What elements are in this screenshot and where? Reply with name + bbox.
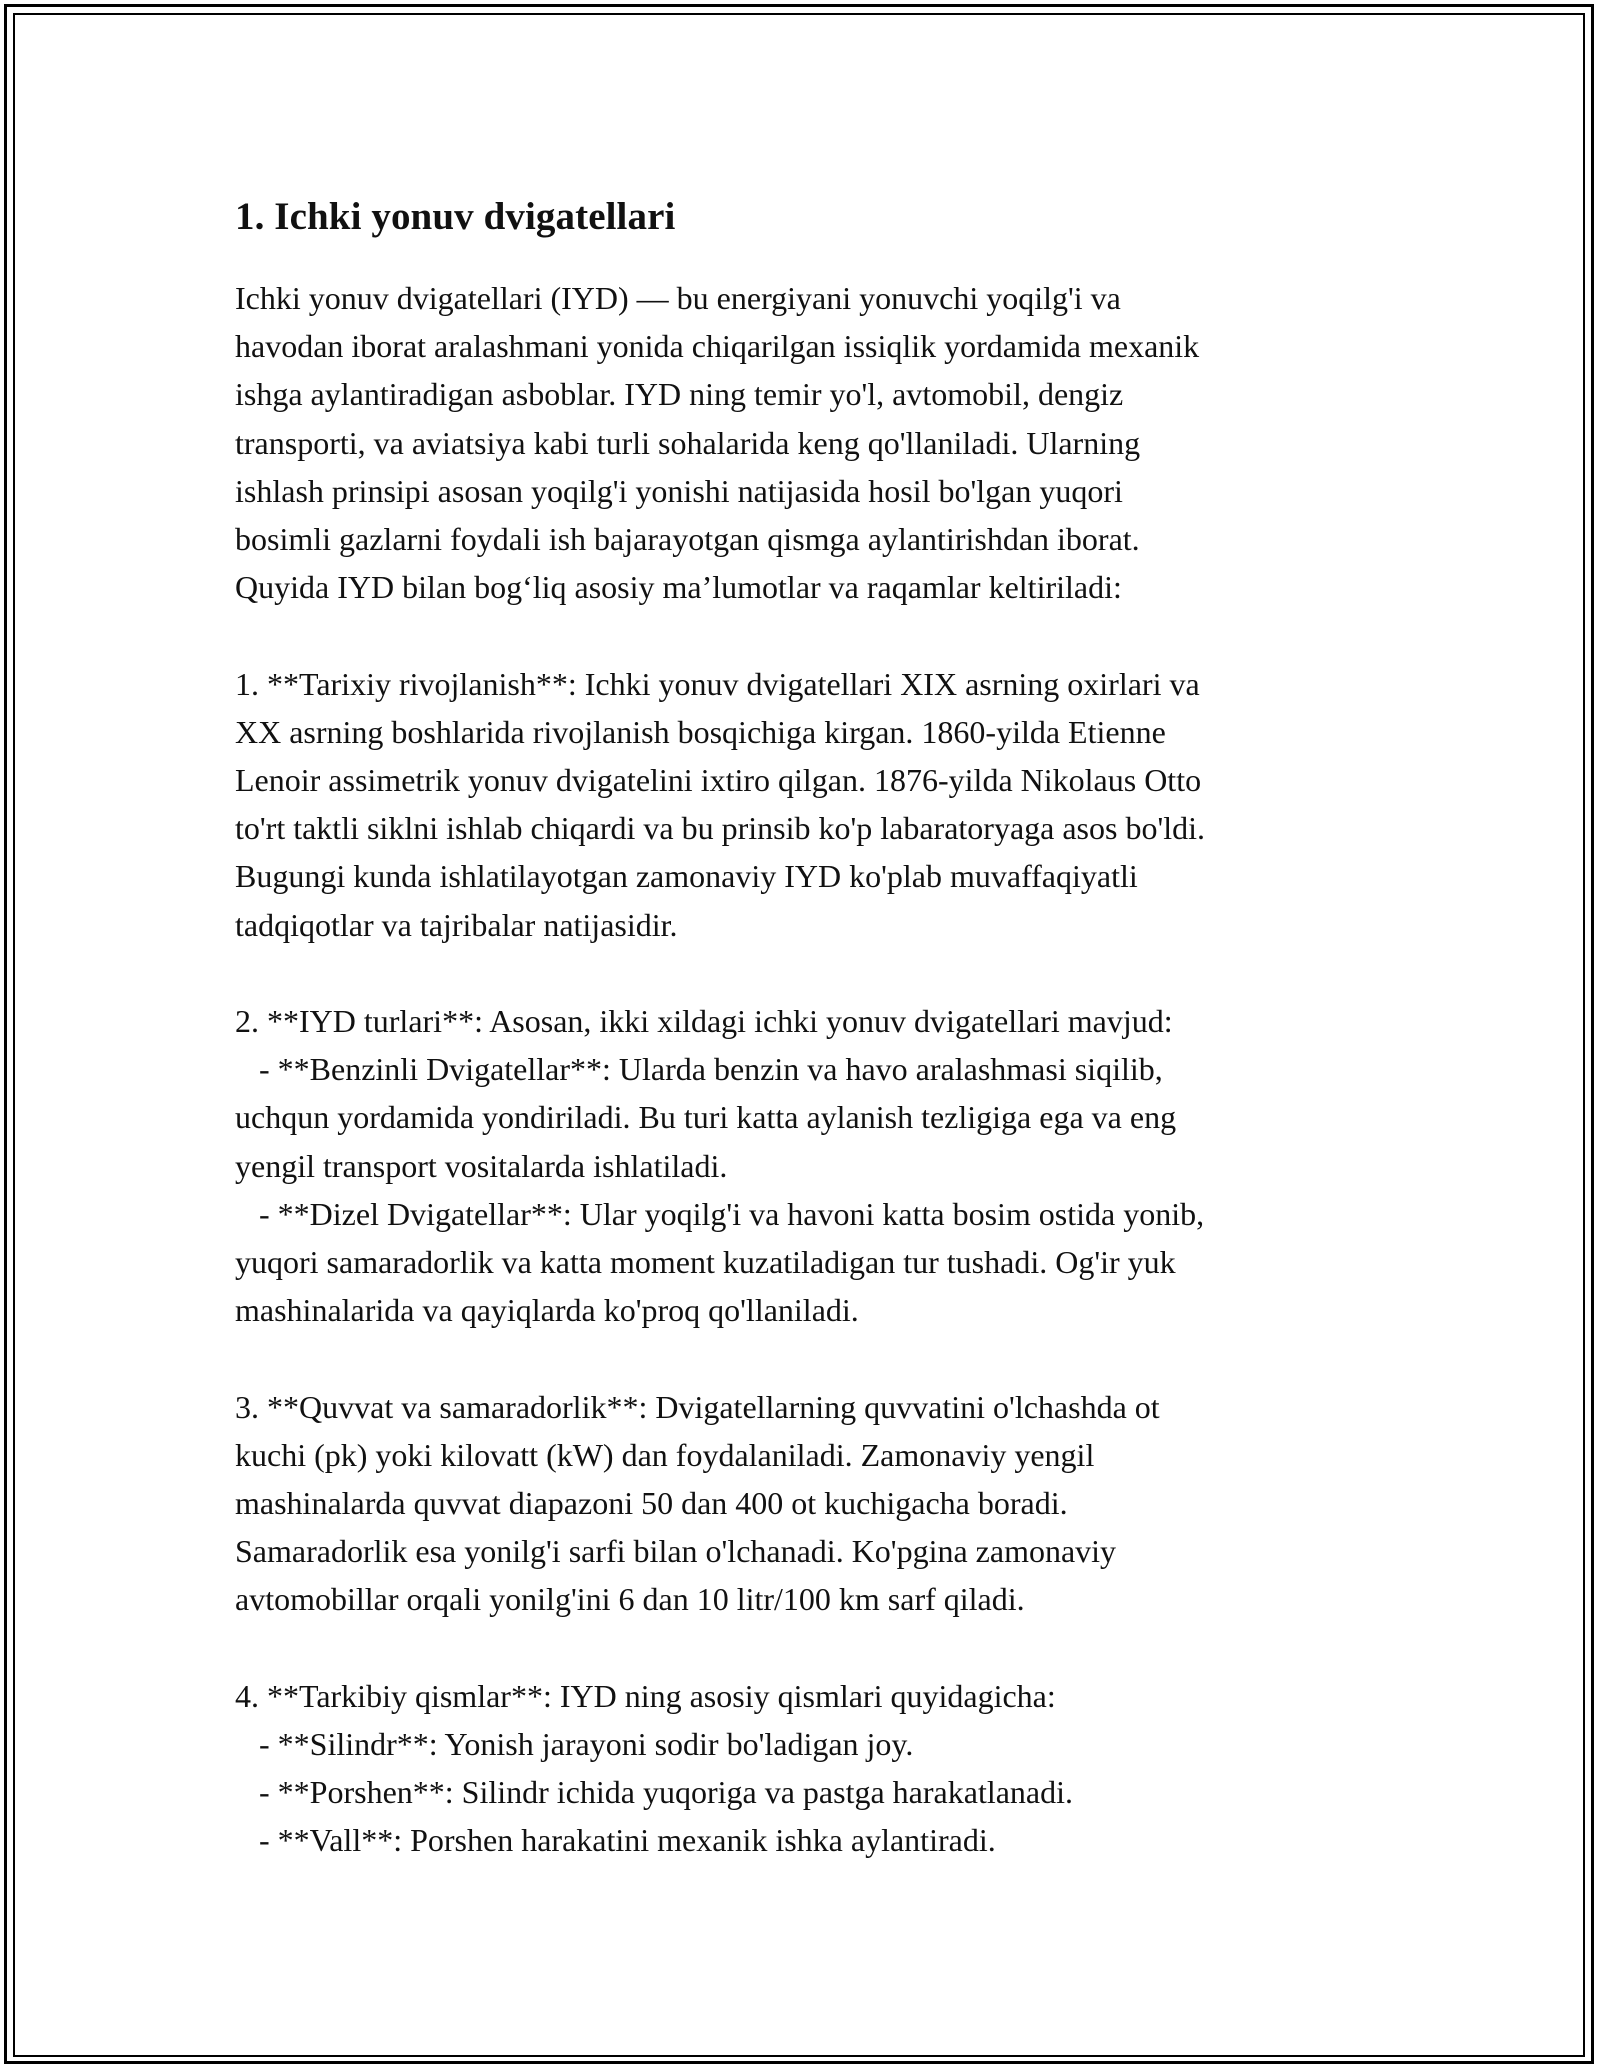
engine-types-section: 2. **IYD turlari**: Asosan, ikki xildagi ichki yonuv dvigatellari mavjud: - **Benzinli Dvigatellar**: Ularda benzin va havo aralashmasi siqilib, uchqun yordamida yondiriladi. Bu turi katta aylanish tezligiga ega va eng yengil transport vositalarda ishlatiladi. - **Dizel Dvigatellar**: Ular yoqilg'i va havoni katta bosim ostida yonib, yuqori samaradorlik va katta moment kuzatiladigan tur tushadi. Og'ir yuk mashinalarida va qayiqlarda ko'proq qo'llaniladi. [235, 1003, 1205, 1329]
power-efficiency-section: 3. **Quvvat va samaradorlik**: Dvigatellarning quvvatini o'lchashda ot kuchi (pk) yoki kilovatt (kW) dan foydalaniladi. Zamonaviy yengil mashinalarda quvvat diapazoni 50 dan 400 ot kuchigacha boradi. Samaradorlik esa yonilg'i sarfi bilan o'lchanadi. Ko'pgina zamonaviy avtomobillar orqali yonilg'ini 6 dan 10 litr/100 km sarf qiladi. [235, 1388, 1160, 1618]
history-section: 1. **Tarixiy rivojlanish**: Ichki yonuv dvigatellari XIX asrning oxirlari va XX asrning boshlarida rivojlanish bosqichiga kirgan. 1860-yilda Etienne Lenoir assimetrik yonuv dvigatelini ixtiro qilgan. 1876-yilda Nikolaus Otto to'rt taktli siklni ishlab chiqardi va bu prinsib ko'p labaratoryaga asos bo'ldi. Bugungi kunda ishlatilayotgan zamonaviy IYD ko'plab muvaffaqiyatli tadqiqotlar va tajribalar natijasidir. [235, 665, 1205, 943]
paragraph-gap [235, 1624, 1365, 1672]
paragraph-gap [235, 1334, 1365, 1382]
components-section: 4. **Tarkibiy qismlar**: IYD ning asosiy qismlari quyidagicha: - **Silindr**: Yonish jarayoni sodir bo'ladigan joy. - **Porshen**: Silindr ichida yuqoriga va pastga harakatlanadi. - **Vall**: Porshen harakatini mexanik ishka aylantiradi. [235, 1677, 1074, 1859]
paragraph-gap [235, 949, 1365, 997]
document-title: 1. Ichki yonuv dvigatellari [235, 195, 676, 238]
document-body [235, 184, 1365, 1865]
paragraph-gap [235, 611, 1365, 659]
intro-paragraph: Ichki yonuv dvigatellari (IYD) — bu energiyani yonuvchi yoqilg'i va havodan iborat aralashmani yonida chiqarilgan issiqlik yordamida mexanik ishga aylantiradigan asboblar. IYD ning temir yo'l, avtomobil, dengiz transporti, va aviatsiya kabi turli sohalarida keng qo'llaniladi. Ularning ishlash prinsipi asosan yoqilg'i yonishi natijasida hosil bo'lgan yuqori bosimli gazlarni foydali ish bajarayotgan qismga aylantirishdan iborat. Quyida IYD bilan bog‘liq asosiy ma’lumotlar va raqamlar keltiriladi: [235, 280, 1200, 606]
